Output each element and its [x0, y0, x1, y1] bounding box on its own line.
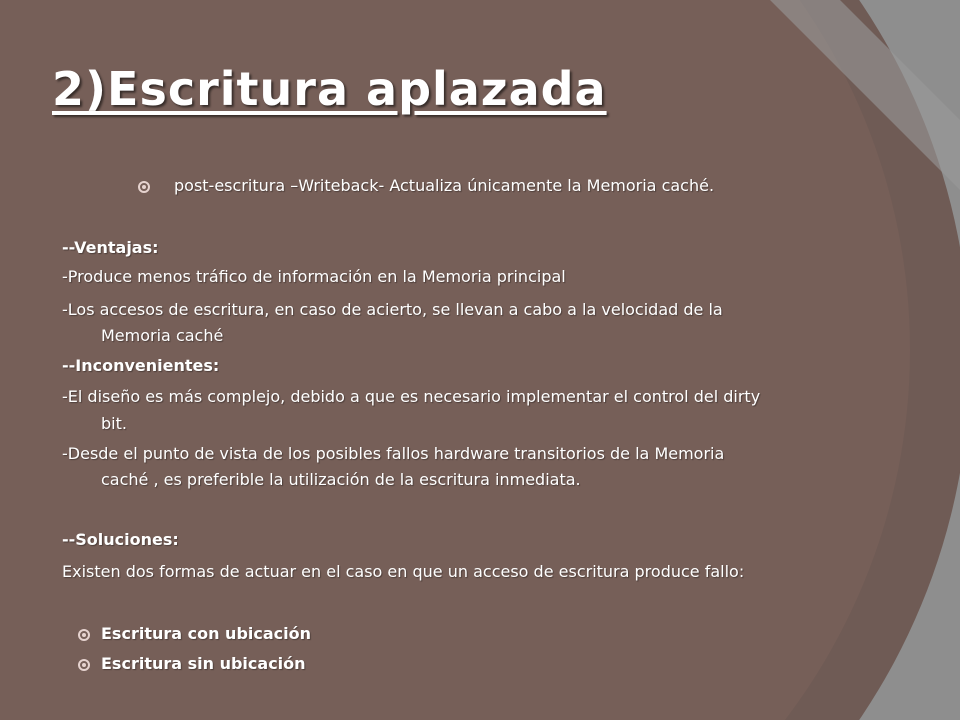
soluciones-bullet-1: Escritura con ubicación	[101, 624, 312, 643]
soluciones-description: Existen dos formas de actuar en el caso en que un acceso de escritura produce fallo:	[62, 562, 745, 581]
circle-bullet-icon	[138, 181, 150, 193]
inconvenientes-heading: --Inconvenientes:	[62, 356, 220, 375]
intro-bullet-text: post-escritura –Writeback- Actualiza únicamente la Memoria caché.	[174, 176, 715, 195]
slide-title: 2)Escritura aplazada	[52, 62, 607, 116]
ventajas-item-1: -Produce menos tráfico de información en la Memoria principal	[62, 267, 566, 286]
inconvenientes-item-1-line-2: bit.	[101, 414, 127, 433]
circle-bullet-icon	[78, 629, 90, 641]
soluciones-heading: --Soluciones:	[62, 530, 179, 549]
ventajas-heading: --Ventajas:	[62, 238, 159, 257]
inconvenientes-item-1-line-1: -El diseño es más complejo, debido a que es necesario implementar el control del dirty	[62, 387, 761, 406]
soluciones-bullet-2: Escritura sin ubicación	[101, 654, 306, 673]
circle-bullet-icon	[78, 659, 90, 671]
inconvenientes-item-2-line-2: caché , es preferible la utilización de la escritura inmediata.	[101, 470, 581, 489]
inconvenientes-item-2-line-1: -Desde el punto de vista de los posibles fallos hardware transitorios de la Memoria	[62, 444, 725, 463]
ventajas-item-2-line-2: Memoria caché	[101, 326, 224, 345]
ventajas-item-2-line-1: -Los accesos de escritura, en caso de acierto, se llevan a cabo a la velocidad de la	[62, 300, 723, 319]
